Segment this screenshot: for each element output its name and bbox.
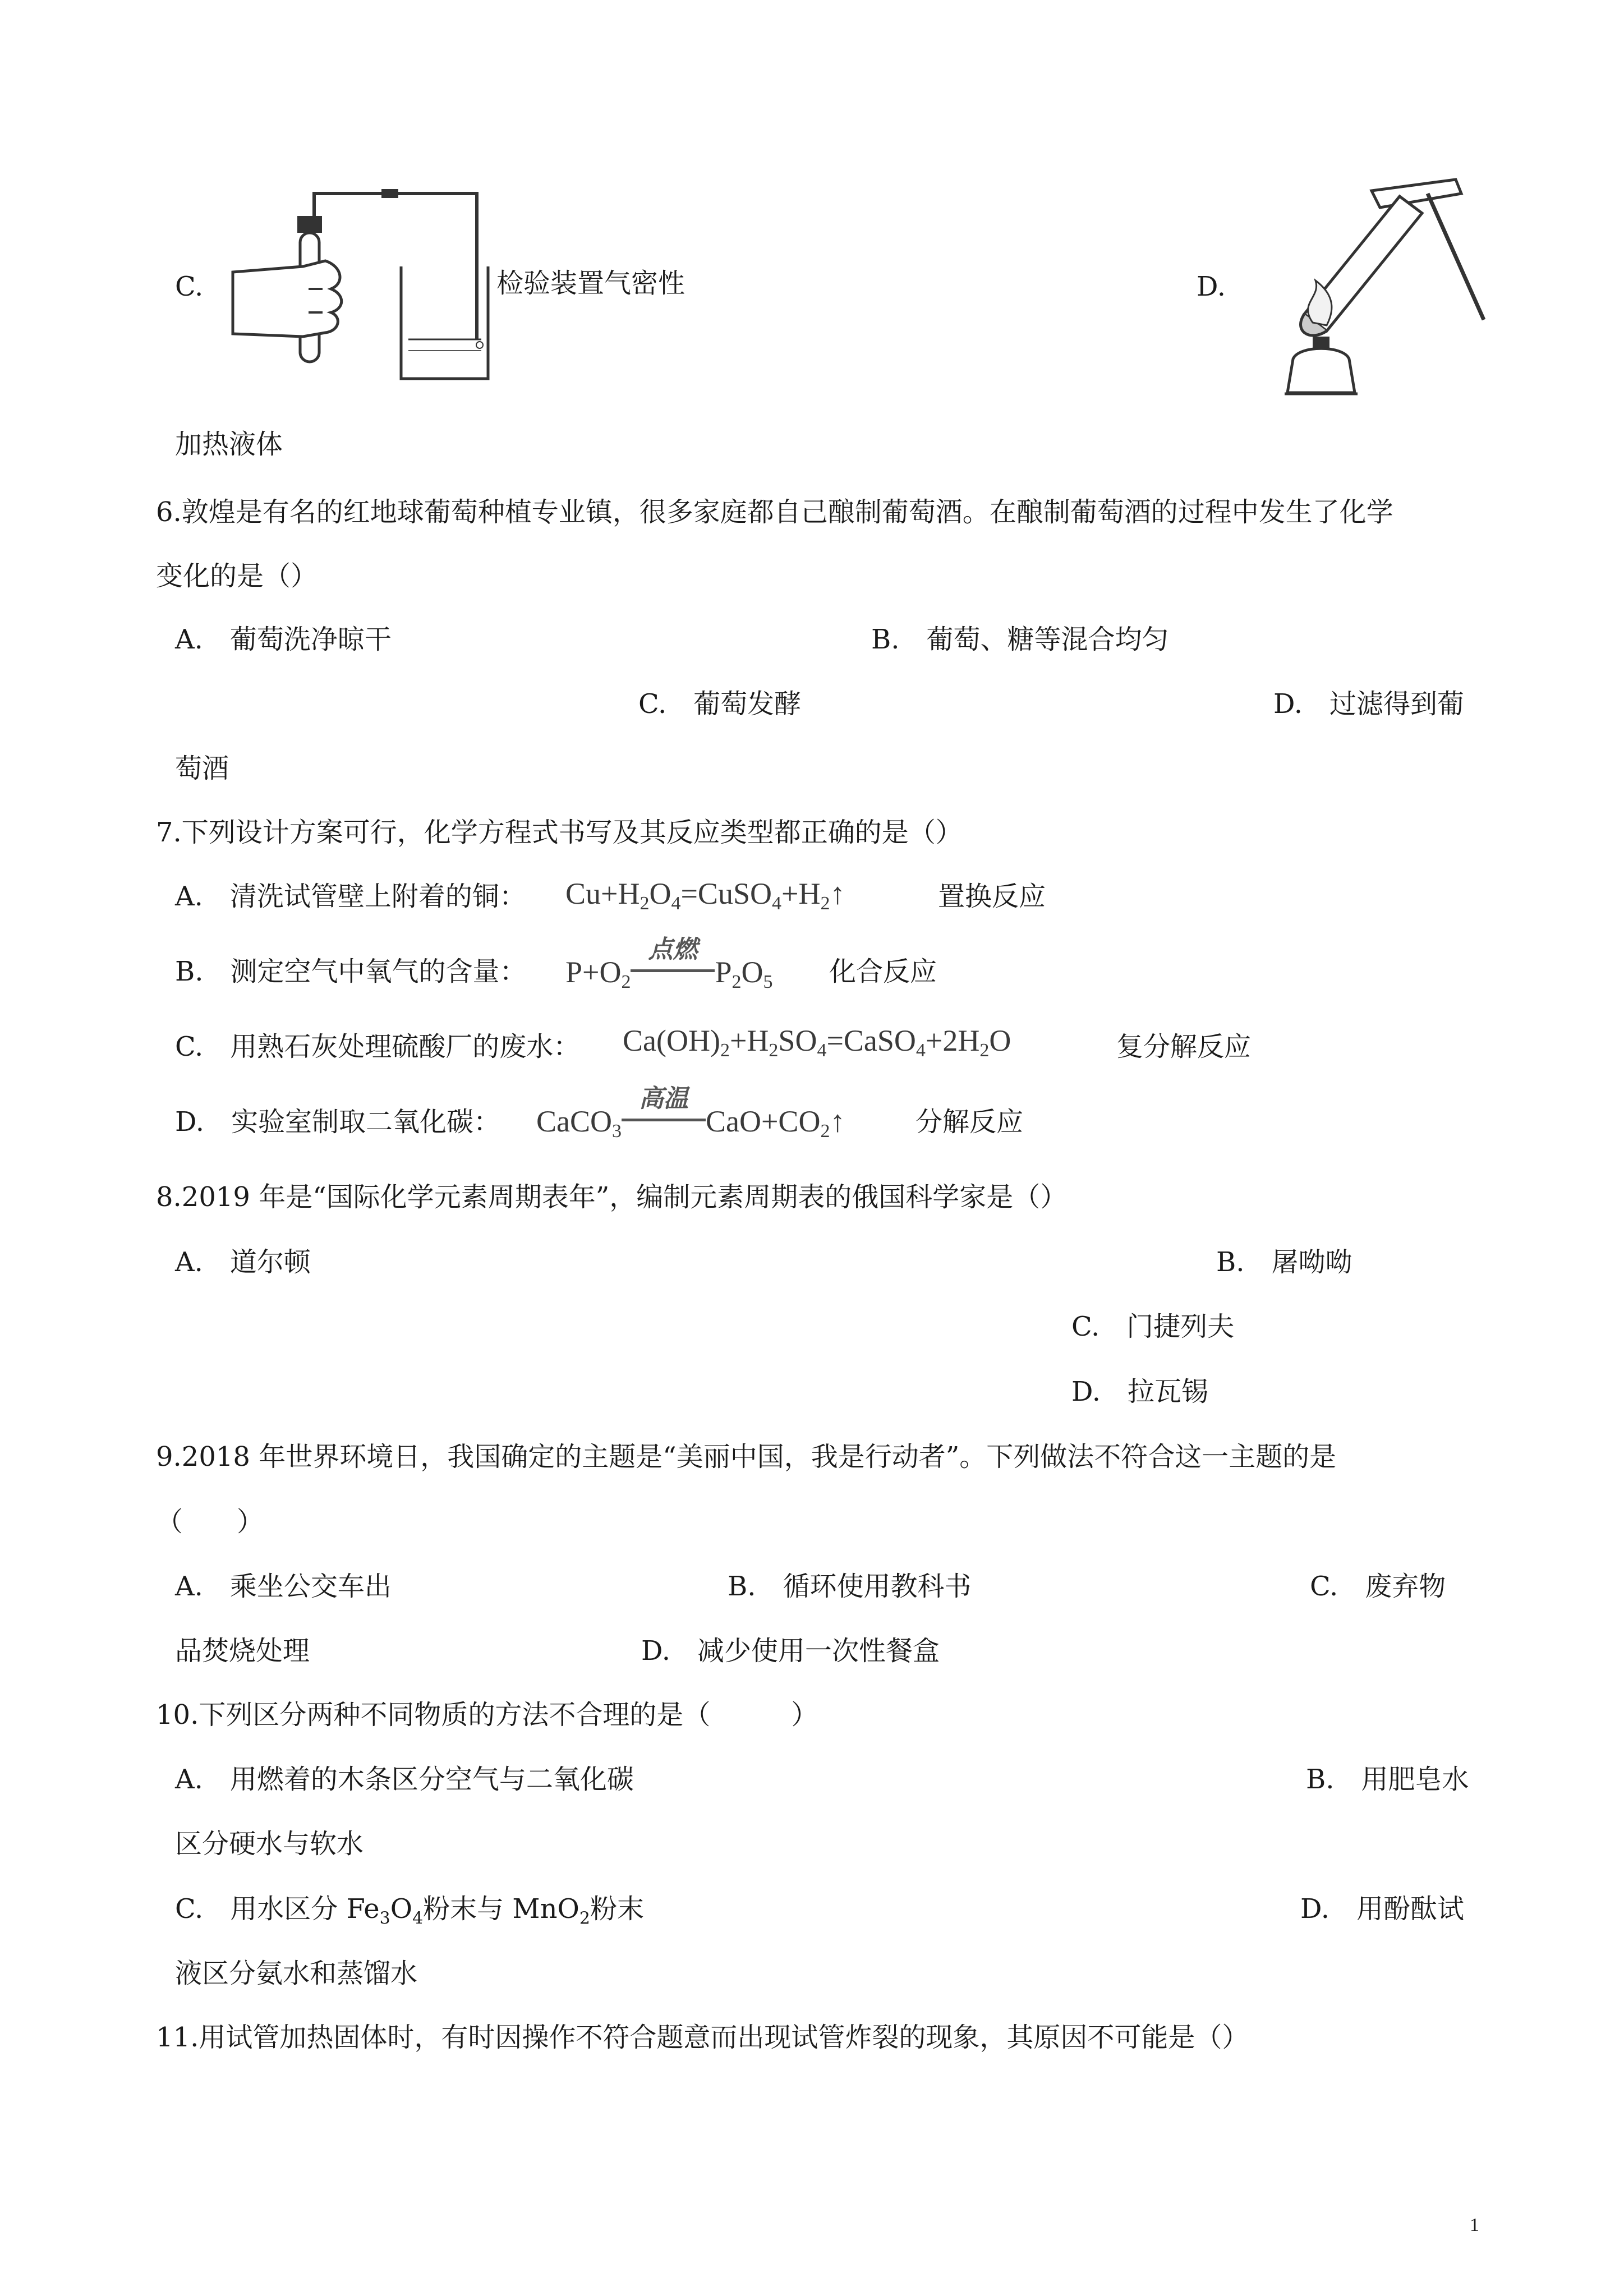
q7-option-b-text: B. 测定空气中氧气的含量： [175, 956, 527, 987]
q7-option-c-equation: $Ca(OH)_2+H_2SO_4=CaSO_4+2H_2O$ [623, 1024, 1011, 1061]
q7-option-b-equation: $P+O_2$ 点燃 $P_2O_5$ [565, 935, 773, 992]
q8-option-d: D. 拉瓦锡 [1071, 1376, 1209, 1407]
q6-option-d: D. 过滤得到葡 [1273, 688, 1465, 720]
q5-option-d-label: D. [1197, 271, 1226, 302]
q7-option-d-equation: CaCO$_3$ 高温 $CaO+CO_2↑$ [536, 1084, 845, 1142]
q7-option-c-text: C. 用熟石灰处理硫酸厂的废水： [175, 1031, 581, 1062]
q7-option-a-equation: $Cu+H_2O_4=CuSO_4+H_2↑$ [565, 877, 845, 914]
q10-option-a: A. 用燃着的木条区分空气与二氧化碳 [175, 1764, 634, 1795]
q9-option-a: A. 乘坐公交车出 [175, 1571, 392, 1602]
q5-option-c-label: C. [175, 271, 204, 302]
q5-option-d-caption: 加热液体 [175, 429, 283, 460]
q11-stem: 11.用试管加热固体时，有时因操作不符合题意而出现试管炸裂的现象，其原因不可能是（） [156, 2022, 1249, 2053]
q7-option-d-text: D. 实验室制取二氧化碳： [175, 1106, 501, 1138]
ignite-condition: 点燃 [631, 954, 715, 991]
q7-option-c-type: 复分解反应 [1116, 1031, 1252, 1062]
q9-stem-line1: 9.2018 年世界环境日，我国确定的主题是“美丽中国，我是行动者”。下列做法不符合这一主题的是 [156, 1441, 1337, 1473]
q8-option-b: B. 屠呦呦 [1216, 1246, 1352, 1278]
q10-option-d-cont: 液区分氨水和蒸馏水 [175, 1958, 418, 1989]
q6-option-a: A. 葡萄洗净晾干 [175, 624, 392, 655]
q6-option-c: C. 葡萄发酵 [638, 688, 802, 720]
q10-option-c: C. 用水区分 $Fe_3O_4$粉末与 MnO$_2$粉末 [175, 1893, 644, 1929]
airtightness-check-figure [230, 182, 494, 384]
q6-stem-line1: 6.敦煌是有名的红地球葡萄种植专业镇，很多家庭都自己酿制葡萄酒。在酿制葡萄酒的过程中发生了化学 [156, 496, 1393, 528]
q9-option-c: C. 废弃物 [1310, 1571, 1446, 1602]
q7-option-d-type: 分解反应 [915, 1106, 1024, 1138]
q7-option-a-text: A. 清洗试管壁上附着的铜： [175, 881, 526, 912]
q8-stem: 8.2019 年是“国际化学元素周期表年”，编制元素周期表的俄国科学家是（） [156, 1181, 1068, 1213]
high-temperature-condition: 高温 [622, 1103, 706, 1140]
q9-option-b: B. 循环使用教科书 [728, 1571, 972, 1602]
q6-stem-line2: 变化的是（） [156, 560, 318, 592]
heating-liquid-figure [1259, 174, 1489, 398]
q10-option-b: B. 用肥皂水 [1306, 1764, 1469, 1795]
q7-option-b-type: 化合反应 [829, 956, 937, 987]
q7-stem: 7.下列设计方案可行，化学方程式书写及其反应类型都正确的是（） [156, 817, 963, 848]
page-number: 1 [1470, 2215, 1479, 2235]
q9-option-d: D. 减少使用一次性餐盒 [641, 1635, 940, 1667]
q10-option-b-cont: 区分硬水与软水 [175, 1828, 364, 1860]
q7-option-a-type: 置换反应 [938, 881, 1046, 912]
q9-option-c-cont: 品焚烧处理 [175, 1635, 310, 1667]
q10-stem: 10.下列区分两种不同物质的方法不合理的是（ ） [156, 1699, 818, 1731]
q8-option-a: A. 道尔顿 [175, 1246, 311, 1278]
q6-option-b: B. 葡萄、糖等混合均匀 [871, 624, 1169, 655]
q10-option-d: D. 用酚酞试 [1300, 1893, 1465, 1925]
q6-option-d-cont: 萄酒 [175, 753, 229, 784]
q8-option-c: C. 门捷列夫 [1071, 1311, 1235, 1342]
q5-option-c-caption: 检验装置气密性 [496, 268, 686, 299]
q9-stem-line2: （ ） [156, 1506, 264, 1538]
